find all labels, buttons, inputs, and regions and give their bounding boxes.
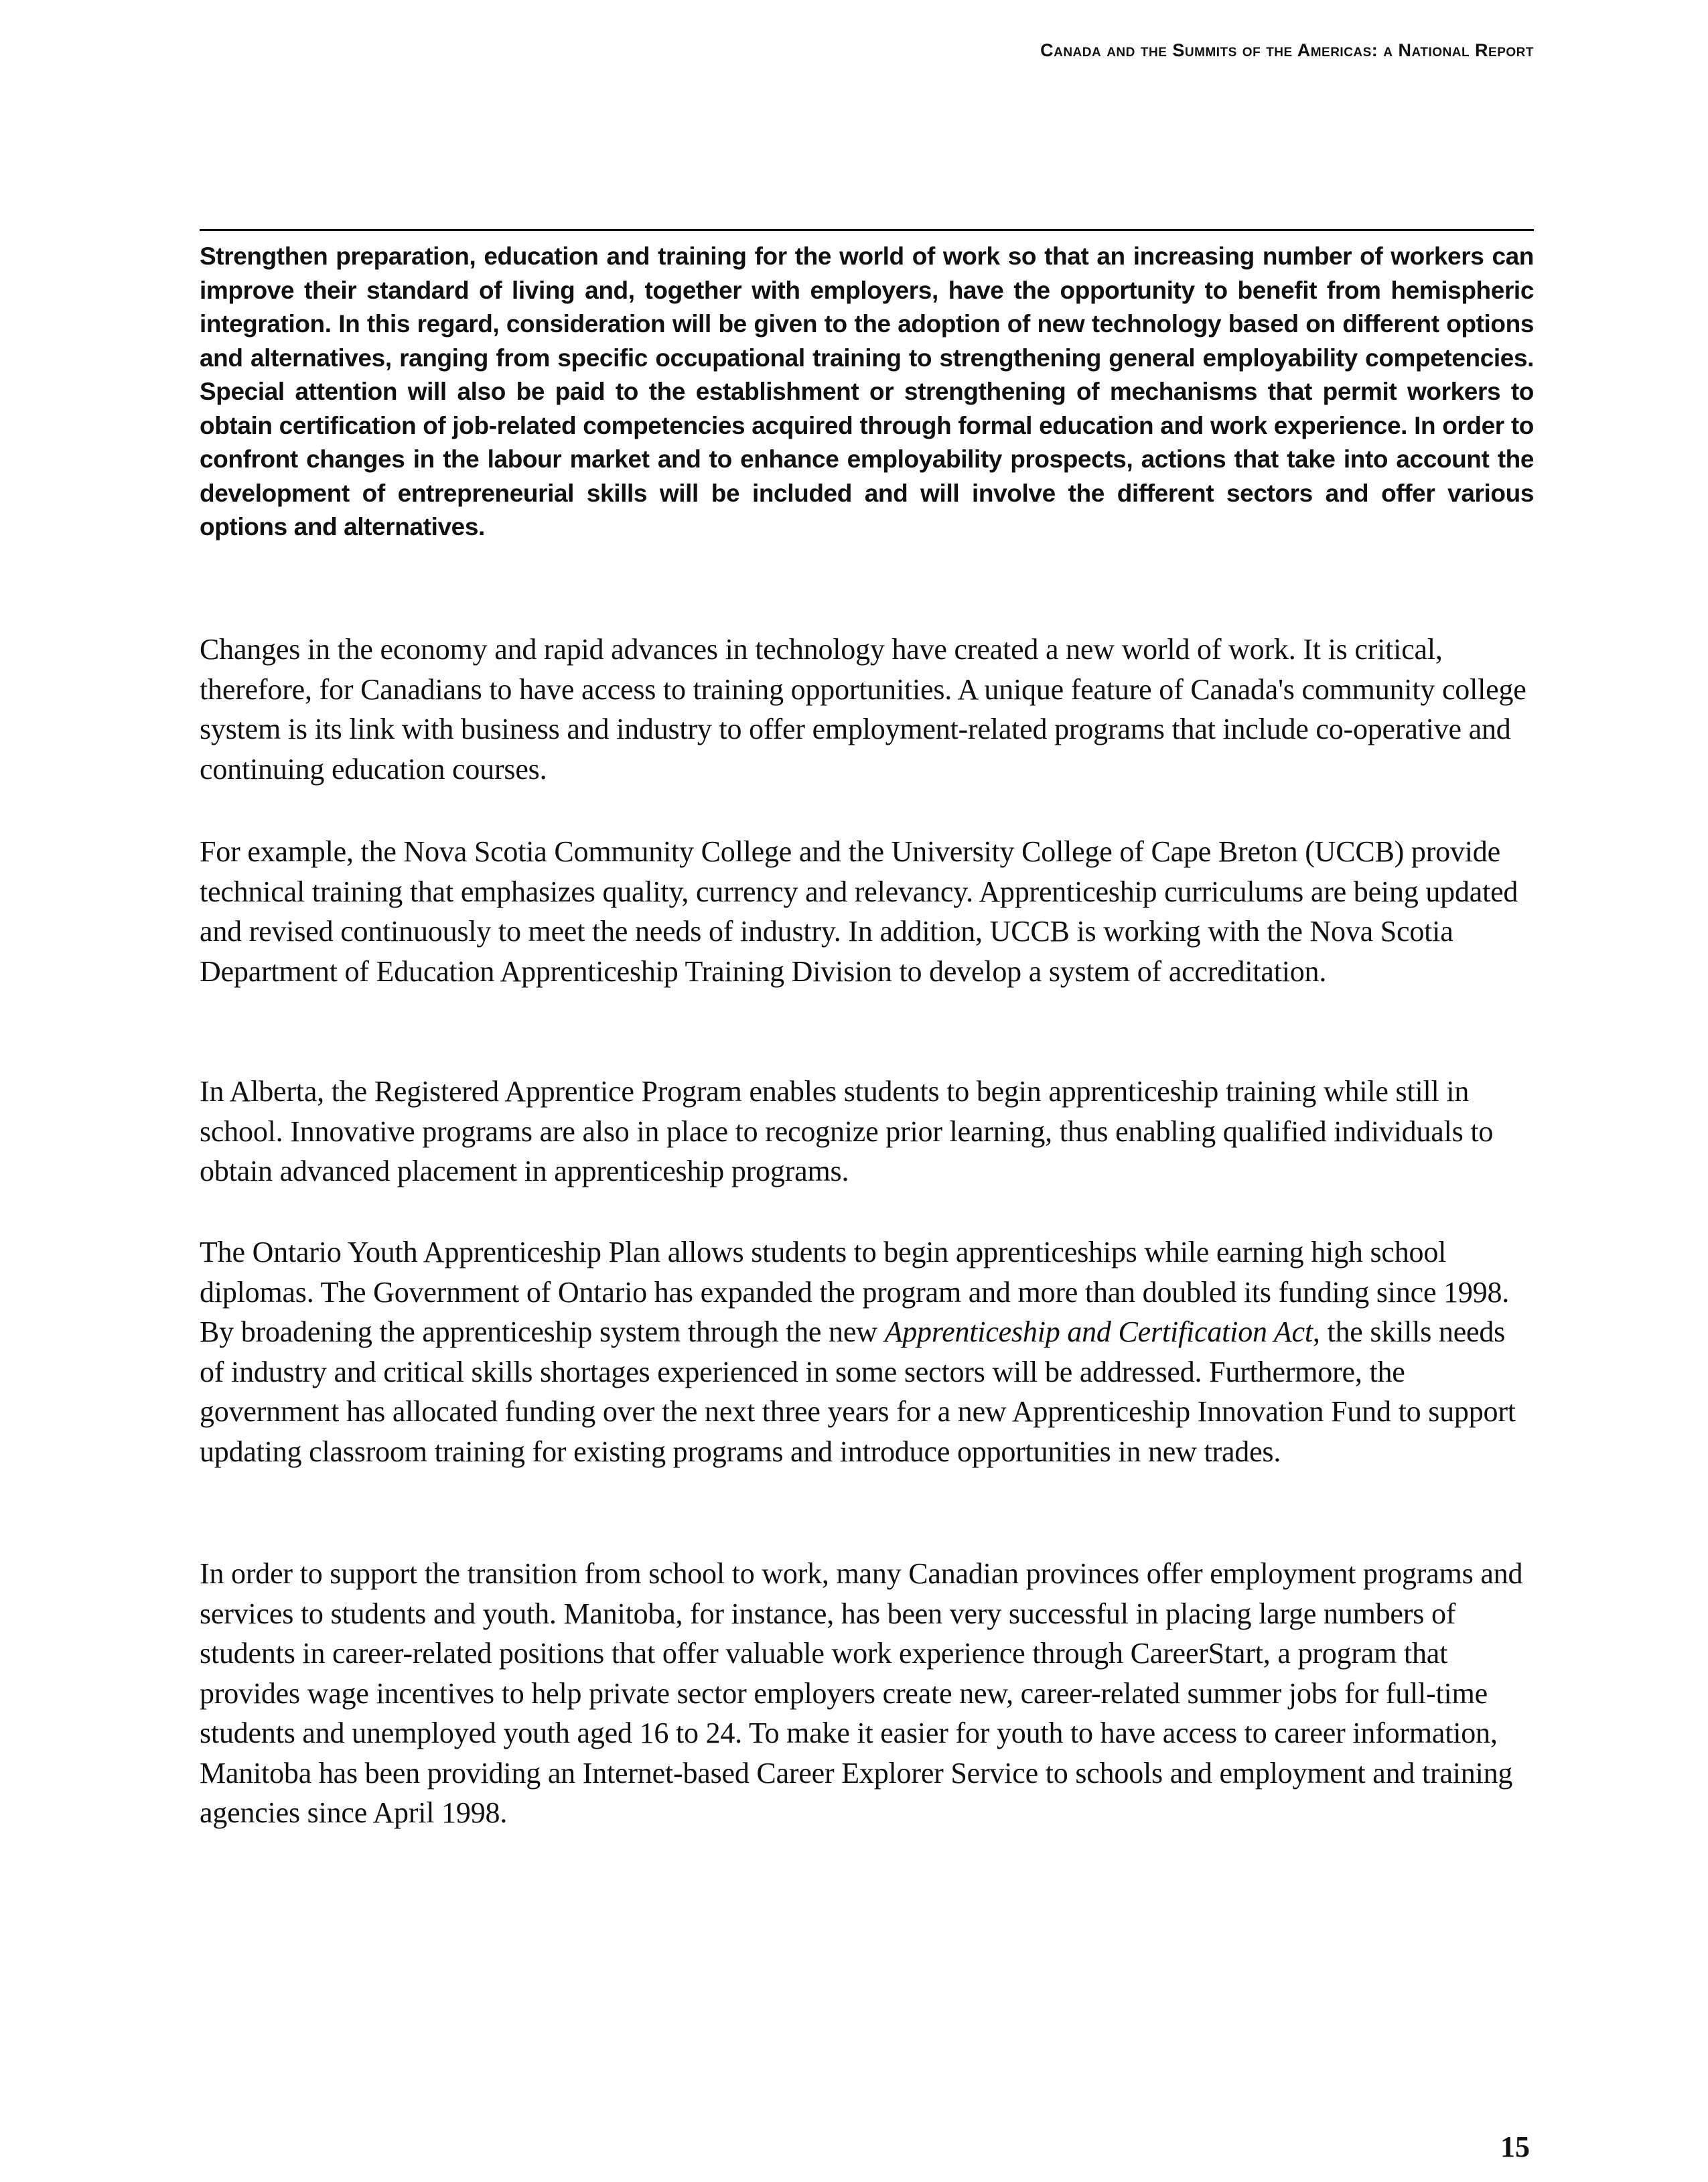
- running-header: Canada and the Summits of the Americas: a National Report: [1040, 40, 1534, 60]
- body-paragraph-nova-scotia: For example, the Nova Scotia Community College and the University College of Cape Breton (UCCB) provide technical training that emphasizes quality, currency and relevancy. Apprenticeship curriculums are being updated and revised continuously to meet the needs of industry. In addition, UCCB is working with the Nova Scotia Department of Education Apprenticeship Training Division to develop a system of accreditation.: [200, 835, 1518, 988]
- ontario-text-after: , the skills needs of industry and critical skills shortages experienced in some sectors will be addressed. Furthermore, the government has allocated funding over the next three years for a new Apprenticeship Innovation Fund to support updating classroom training for existing programs and introduce opportunities in new trades.: [200, 1315, 1516, 1468]
- body-paragraph-alberta: In Alberta, the Registered Apprentice Program enables students to begin apprenticeship training while still in school. Innovative programs are also in place to recognize prior learning, thus enabling qualified individuals to obtain advanced placement in apprenticeship programs.: [200, 1075, 1494, 1187]
- summit-directive: Strengthen preparation, education and training for the world of work so that an increasing number of workers can improve their standard of living and, together with employers, have the opportunity to benefit from hemispheric integration. In this regard, consideration will be given to the adoption of new technology based on different options and alternatives, ranging from specific occupational training to strengthening general employability competencies. Special attention will also be paid to the establishment or strengthening of mechanisms that permit workers to obtain certification of job-related competencies acquired through formal education and work experience. In order to confront changes in the labour market and to enhance employability prospects, actions that take into account the development of entrepreneurial skills will be included and will involve the different sectors and offer various options and alternatives.: [200, 242, 1534, 540]
- act-title: Apprenticeship and Certification Act: [884, 1315, 1313, 1348]
- ontario-text-before: The Ontario Youth Apprenticeship Plan allows students to begin apprenticeships while earning high school diplomas. The Government of Ontario has expanded the program and more than doubled its funding since 1998. By broadening the apprenticeship system through the new: [200, 1236, 1510, 1348]
- body-paragraph-ontario: [200, 1232, 1534, 1471]
- section-divider: [200, 229, 1534, 231]
- body-paragraph-manitoba: In order to support the transition from school to work, many Canadian provinces offer employment programs and services to students and youth. Manitoba, for instance, has been very successful in placing large numbers of students in career-related positions that offer valuable work experience through CareerStart, a program that provides wage incentives to help private sector employers create new, career-related summer jobs for full-time students and unemployed youth aged 16 to 24. To make it easier for youth to have access to career information, Manitoba has been providing an Internet-based Career Explorer Service to schools and employment and training agencies since April 1998.: [200, 1557, 1523, 1829]
- body-paragraph-economy: Changes in the economy and rapid advances in technology have created a new world of work. It is critical, therefore, for Canadians to have access to training opportunities. A unique feature of Canada's community college system is its link with business and industry to offer employment-related programs that include co-operative and continuing education courses.: [200, 633, 1526, 786]
- page-number: 15: [1500, 2130, 1530, 2163]
